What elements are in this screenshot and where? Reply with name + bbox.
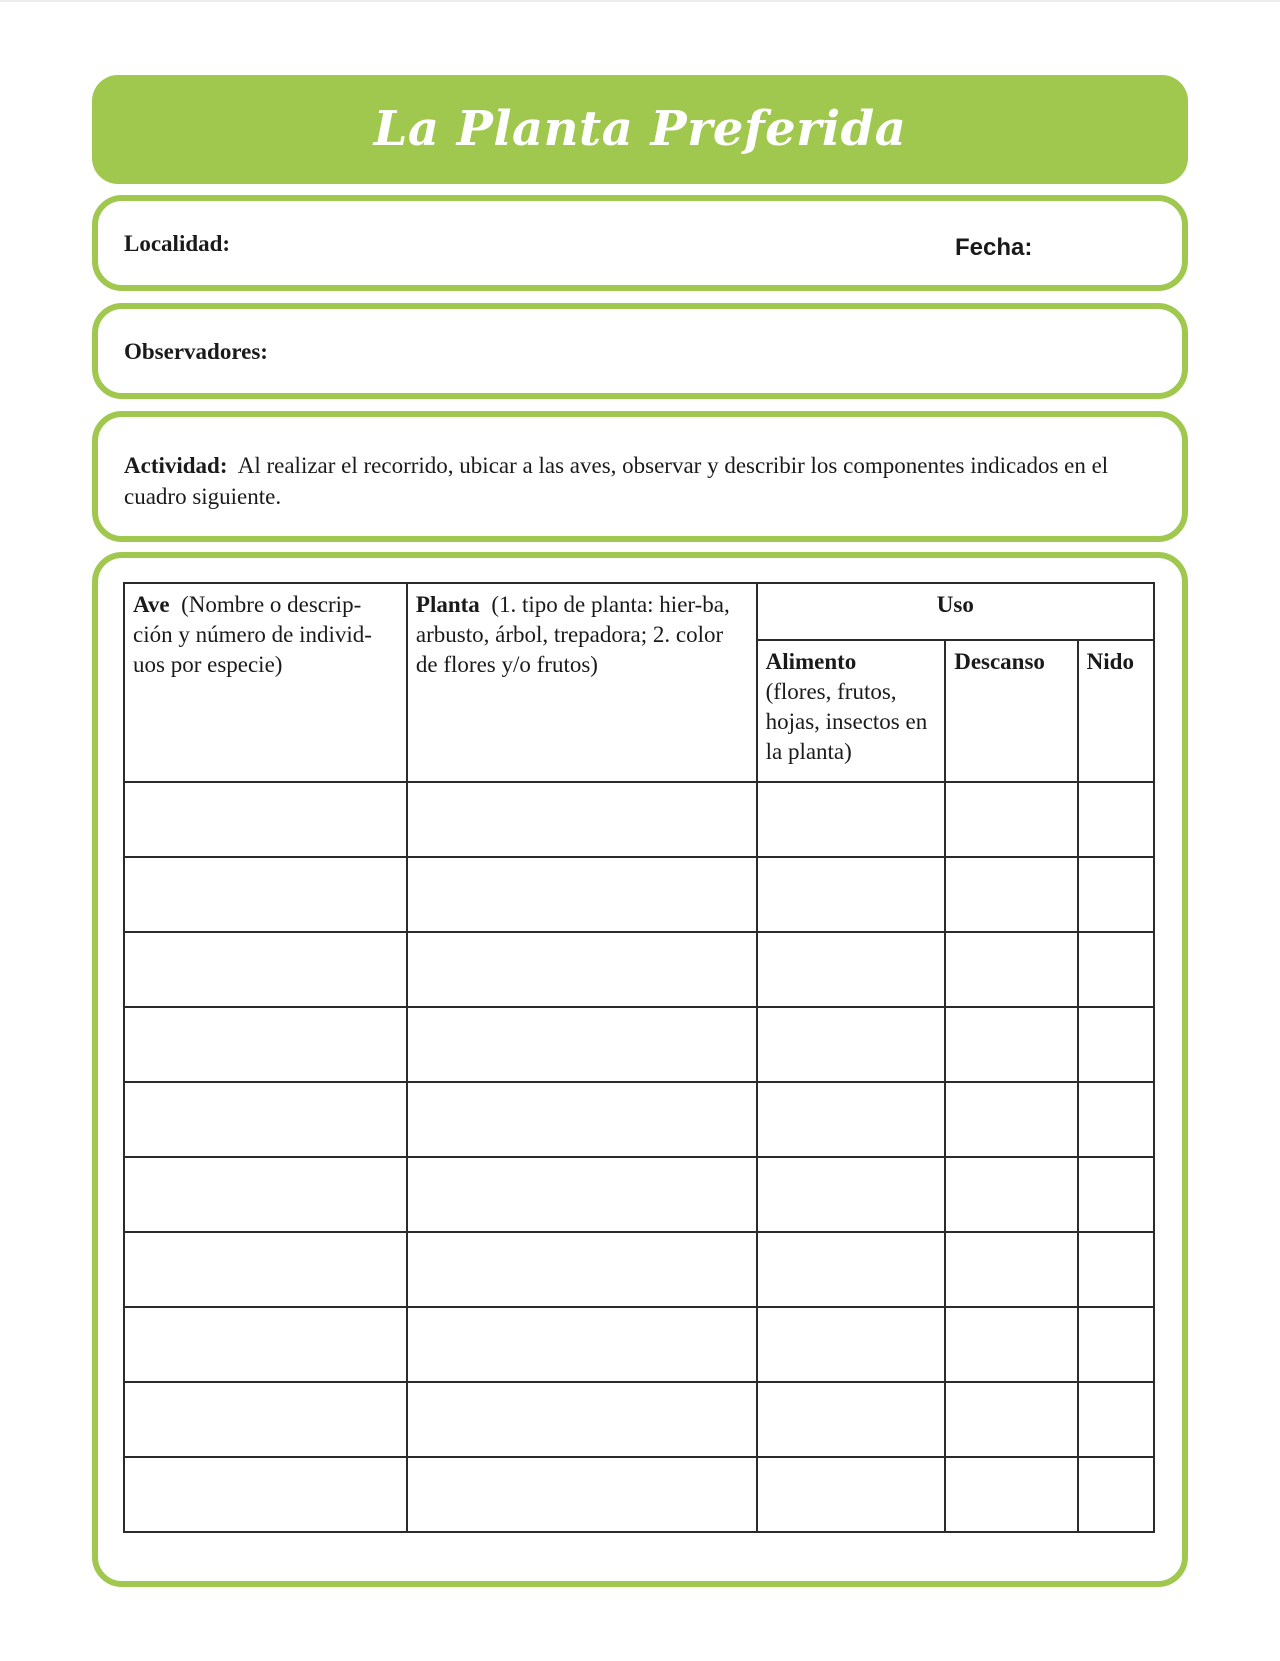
table-cell[interactable] [945, 857, 1077, 932]
header-ave-label: Ave [133, 592, 170, 617]
header-uso: Uso [757, 583, 1154, 640]
header-ave [124, 583, 407, 782]
table-cell[interactable] [1078, 1307, 1154, 1382]
header-alimento-desc: (flores, frutos, hojas, insectos en la planta) [765, 679, 928, 764]
table-cell[interactable] [407, 857, 757, 932]
localidad-label: Localidad: [124, 231, 231, 256]
table-cell[interactable] [124, 1082, 407, 1157]
table-cell[interactable] [124, 1157, 407, 1232]
table-cell[interactable] [124, 1307, 407, 1382]
table-cell[interactable] [757, 1157, 946, 1232]
table-cell[interactable] [757, 1007, 946, 1082]
localidad-fecha-box [92, 195, 1188, 291]
actividad-paragraph [124, 450, 1164, 512]
table-cell[interactable] [757, 1082, 946, 1157]
fecha-label: Fecha: [955, 234, 1033, 261]
table-row [124, 1232, 1154, 1307]
table-cell[interactable] [1078, 857, 1154, 932]
page-top-rule [0, 0, 1280, 2]
table-cell[interactable] [945, 1082, 1077, 1157]
table-cell[interactable] [124, 857, 407, 932]
table-cell[interactable] [945, 1232, 1077, 1307]
table-cell[interactable] [757, 1457, 946, 1532]
table-cell[interactable] [1078, 932, 1154, 1007]
table-cell[interactable] [124, 1382, 407, 1457]
actividad-text: Al realizar el recorrido, ubicar a las aves, observar y describir los componentes indicados en el cuadro siguiente. [124, 453, 1109, 509]
table-cell[interactable] [945, 1382, 1077, 1457]
table-cell[interactable] [407, 1382, 757, 1457]
table-cell[interactable] [407, 1307, 757, 1382]
table-cell[interactable] [407, 1457, 757, 1532]
table-cell[interactable] [407, 1157, 757, 1232]
table-cell[interactable] [124, 1232, 407, 1307]
table-row [124, 1307, 1154, 1382]
table-cell[interactable] [1078, 1232, 1154, 1307]
table-cell[interactable] [1078, 782, 1154, 857]
table-cell[interactable] [1078, 1157, 1154, 1232]
actividad-box [92, 411, 1188, 542]
table-cell[interactable] [945, 932, 1077, 1007]
table-cell[interactable] [945, 1307, 1077, 1382]
table-cell[interactable] [757, 857, 946, 932]
table-cell[interactable] [757, 782, 946, 857]
table-cell[interactable] [407, 1007, 757, 1082]
title-banner [92, 75, 1188, 184]
table-cell[interactable] [124, 1457, 407, 1532]
observation-table-box [92, 552, 1188, 1587]
header-alimento [757, 640, 946, 782]
table-cell[interactable] [757, 1232, 946, 1307]
table-cell[interactable] [757, 1307, 946, 1382]
table-row [124, 1157, 1154, 1232]
header-nido: Nido [1078, 640, 1154, 782]
header-planta [407, 583, 757, 782]
table-row [124, 857, 1154, 932]
header-descanso: Descanso [945, 640, 1077, 782]
table-cell[interactable] [1078, 1457, 1154, 1532]
table-cell[interactable] [945, 1007, 1077, 1082]
table-row [124, 932, 1154, 1007]
table-cell[interactable] [124, 782, 407, 857]
table-cell[interactable] [757, 1382, 946, 1457]
table-cell[interactable] [1078, 1007, 1154, 1082]
table-cell[interactable] [945, 1157, 1077, 1232]
table-cell[interactable] [945, 1457, 1077, 1532]
observadores-label: Observadores: [124, 339, 268, 364]
page-title: La Planta Preferida [373, 100, 907, 157]
header-ave-desc: (Nombre o descrip-ción y número de individ-uos por especie) [133, 592, 372, 677]
table-cell[interactable] [945, 782, 1077, 857]
table-cell[interactable] [407, 1232, 757, 1307]
header-planta-desc: (1. tipo de planta: hier-ba, arbusto, árbol, trepadora; 2. color de flores y/o frutos) [415, 592, 730, 677]
table-cell[interactable] [407, 932, 757, 1007]
table-cell[interactable] [757, 932, 946, 1007]
table-cell[interactable] [124, 932, 407, 1007]
table-cell[interactable] [407, 1082, 757, 1157]
table-row [124, 1457, 1154, 1532]
header-alimento-label: Alimento [765, 649, 857, 674]
table-row [124, 1007, 1154, 1082]
table-row [124, 782, 1154, 857]
table-cell[interactable] [1078, 1082, 1154, 1157]
observadores-box [92, 303, 1188, 399]
table-row [124, 1382, 1154, 1457]
actividad-label: Actividad: [124, 453, 228, 478]
table-cell[interactable] [1078, 1382, 1154, 1457]
table-cell[interactable] [124, 1007, 407, 1082]
table-row [124, 1082, 1154, 1157]
table-cell[interactable] [407, 782, 757, 857]
observation-table [123, 582, 1155, 1533]
header-planta-label: Planta [415, 592, 480, 617]
